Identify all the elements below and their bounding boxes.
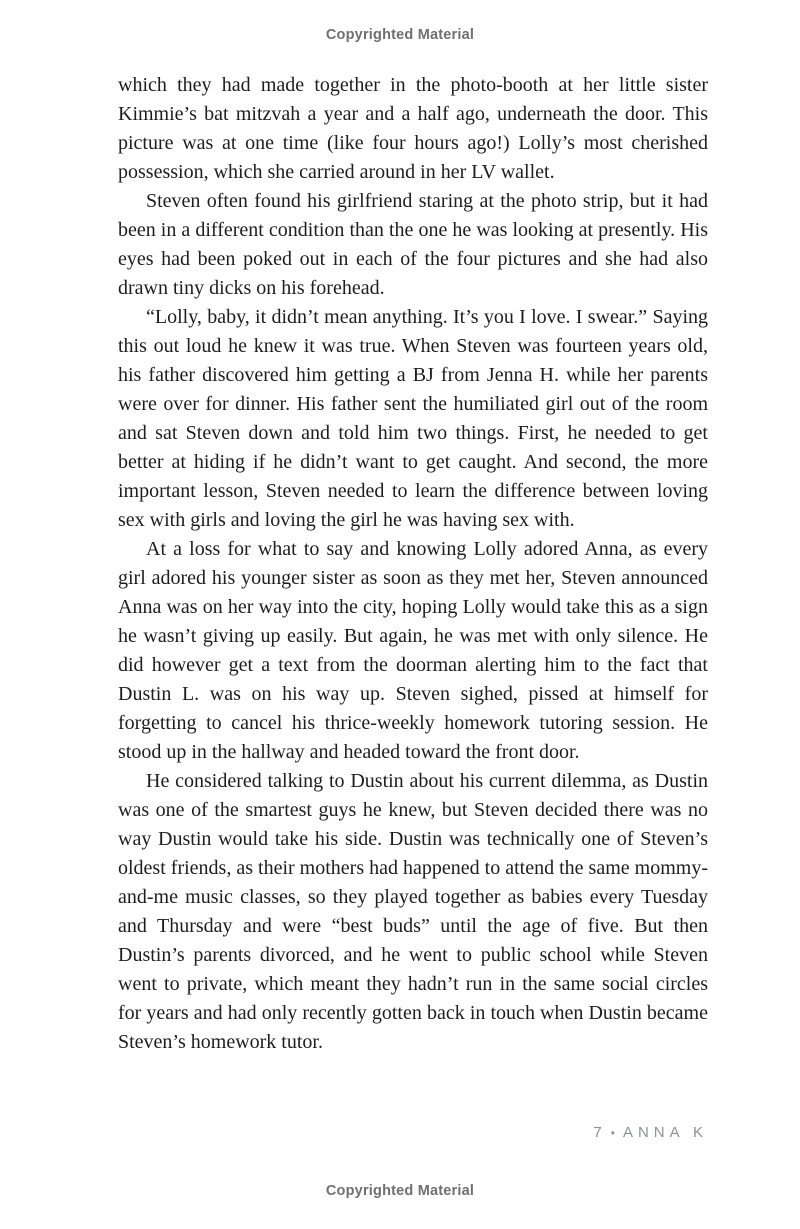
body-text-block (118, 71, 708, 1057)
book-title: ANNA K (622, 1124, 708, 1141)
footer-separator-bullet: • (610, 1126, 615, 1140)
body-paragraph: “Lolly, baby, it didn’t mean anything. It’s you I love. I swear.” Saying this out loud he knew it was true. When Steven was fourteen years old, his father discovered him getting a BJ from Jenna H. while her parents were over for dinner. His father sent the humiliated girl out of the room and sat Steven down and told him two things. First, he needed to get better at hiding if he didn’t want to get caught. And second, the more important lesson, Steven needed to learn the difference between loving sex with girls and loving the girl he was having sex with. (118, 306, 708, 531)
body-paragraph: which they had made together in the photo-booth at her little sister Kimmie’s bat mitzvah a year and a half ago, underneath the door. This picture was at one time (like four hours ago!) Lolly’s most cherished possession, which she carried around in her LV wallet. (118, 74, 708, 183)
running-footer (118, 1124, 708, 1141)
body-paragraph: Steven often found his girlfriend staring at the photo strip, but it had been in a different condition than the one he was looking at presently. His eyes had been poked out in each of the four pictures and she had also drawn tiny dicks on his forehead. (118, 190, 708, 299)
body-paragraph: At a loss for what to say and knowing Lolly adored Anna, as every girl adored his younger sister as soon as they met her, Steven announced Anna was on her way into the city, hoping Lolly would take this as a sign he wasn’t giving up easily. But again, he was met with only silence. He did however get a text from the doorman alerting him to the fact that Dustin L. was on his way up. Steven sighed, pissed at himself for forgetting to cancel his thrice-weekly homework tutoring session. He stood up in the hallway and headed toward the front door. (118, 538, 708, 763)
copyright-notice-bottom: Copyrighted Material (325, 1183, 475, 1199)
page-number: 7 (593, 1124, 607, 1141)
body-paragraph: He considered talking to Dustin about his current dilemma, as Dustin was one of the smartest guys he knew, but Steven decided there was no way Dustin would take his side. Dustin was technically one of Steven’s oldest friends, as their mothers had happened to attend the same mommy-and-me music classes, so they played together as babies every Tuesday and Thursday and were “best buds” until the age of five. But then Dustin’s parents divorced, and he went to public school while Steven went to private, which meant they hadn’t run in the same social circles for years and had only recently gotten back in touch when Dustin became Steven’s homework tutor. (118, 770, 708, 1053)
copyright-notice-top: Copyrighted Material (325, 27, 475, 43)
